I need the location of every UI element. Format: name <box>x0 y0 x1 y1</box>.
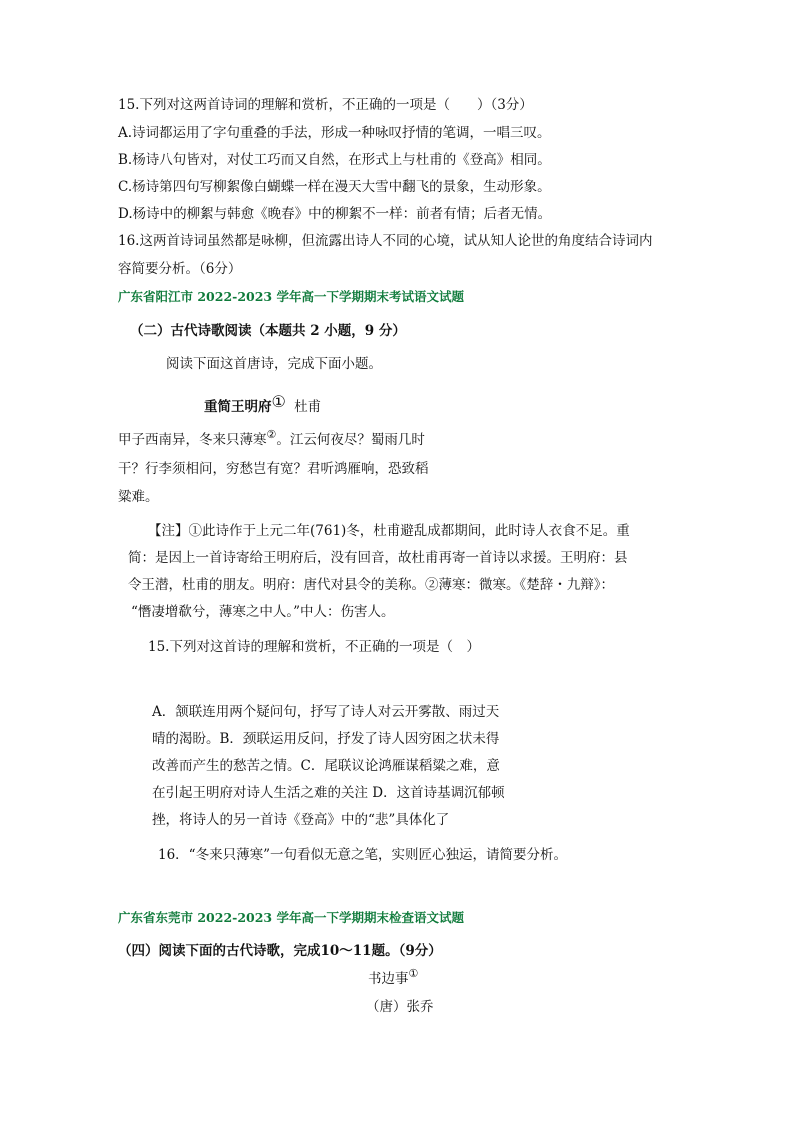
source-heading-yangjiang: 广东省阳江市 2022-2023 学年高一下学期期末考试语文试题 <box>118 289 464 304</box>
source-heading-dongguan: 广东省东莞市 2022-2023 学年高一下学期期末检查语文试题 <box>118 910 464 925</box>
options-line-3: 改善而产生的愁苦之情。C．尾联议论鸿雁谋稻粱之难，意 <box>152 758 500 774</box>
section-heading-poetry-10-11: （四）阅读下面的古代诗歌，完成10～11题。（9分） <box>118 943 442 959</box>
poem-title-line <box>204 392 322 416</box>
note-line-2: 简：是因上一首诗寄给王明府后，没有回音，故杜甫再寄一首诗以求援。王明府：县 <box>128 550 628 566</box>
option-d: D.杨诗中的柳絮与韩愈《晚春》中的柳絮不一样：前者有情；后者无情。 <box>118 206 552 222</box>
note-line-3: 令王潜，杜甫的朋友。明府：唐代对县令的美称。②薄寒：微寒。《楚辞・九辩》： <box>128 577 614 593</box>
options-line-2: 晴的渴盼。B．颈联运用反问，抒发了诗人因穷困之状未得 <box>152 731 500 747</box>
option-a: A.诗词都运用了字句重叠的手法，形成一种咏叹抒情的笔调，一唱三叹。 <box>118 125 551 141</box>
poem2-author: （唐）张乔 <box>366 999 434 1015</box>
footnote-mark-1: ① <box>271 392 286 411</box>
note-line-1: 【注】①此诗作于上元二年(761)冬，杜甫避乱成都期间，此时诗人衣食不足。重 <box>148 523 630 539</box>
poem-line-2: 干？行李须相问，穷愁岂有宽？君听鸿雁响，恐致稻 <box>118 461 429 477</box>
question-16-poem: 16．“冬来只薄寒”一句看似无意之笔，实则匠心独运，请简要分析。 <box>158 847 567 863</box>
poem-line-1-part-b: 。江云何夜尽？蜀雨几时 <box>276 432 425 448</box>
poem2-footnote-mark: ① <box>408 967 419 980</box>
question-16-line2: 容简要分析。（6分） <box>118 261 242 277</box>
poem-title: 重简王明府 <box>204 399 272 415</box>
poem-line-3: 粱难。 <box>118 489 159 505</box>
option-c: C.杨诗第四句写柳絮像白蝴蝶一样在漫天大雪中翻飞的景象，生动形象。 <box>118 179 551 195</box>
poem2-title-line <box>368 967 419 989</box>
question-15-poem: 15.下列对这首诗的理解和赏析，不正确的一项是（ ） <box>148 639 480 655</box>
option-b: B.杨诗八句皆对，对仗工巧而又自然，在形式上与杜甫的《登高》相同。 <box>118 152 551 168</box>
poem2-title: 书边事 <box>368 971 409 987</box>
footnote-mark-2: ② <box>266 428 277 441</box>
reading-instruction: 阅读下面这首唐诗，完成下面小题。 <box>166 356 382 372</box>
options-line-1: A．颔联连用两个疑问句，抒写了诗人对云开雾散、雨过天 <box>152 704 500 720</box>
note-line-4: “憯凄增欷兮，薄寒之中人。”中人：伤害人。 <box>131 604 395 620</box>
options-line-4: 在引起王明府对诗人生活之难的关注 D．这首诗基调沉郁顿 <box>152 785 505 801</box>
poem-line-1 <box>118 428 425 450</box>
poem-author: 杜甫 <box>294 399 322 415</box>
options-line-5: 挫，将诗人的另一首诗《登高》中的“悲”具体化了 <box>152 812 450 828</box>
question-16-line1: 16.这两首诗词虽然都是咏柳，但流露出诗人不同的心境，试从知人论世的角度结合诗词内 <box>118 233 653 249</box>
poem-line-1-part-a: 甲子西南异，冬来只薄寒 <box>118 432 267 448</box>
section-heading-ancient-poetry: （二）古代诗歌阅读（本题共 2 小题，9 分） <box>130 323 406 339</box>
question-15-stem: 15.下列对这两首诗词的理解和赏析，不正确的一项是（ ）（3分） <box>118 97 533 113</box>
